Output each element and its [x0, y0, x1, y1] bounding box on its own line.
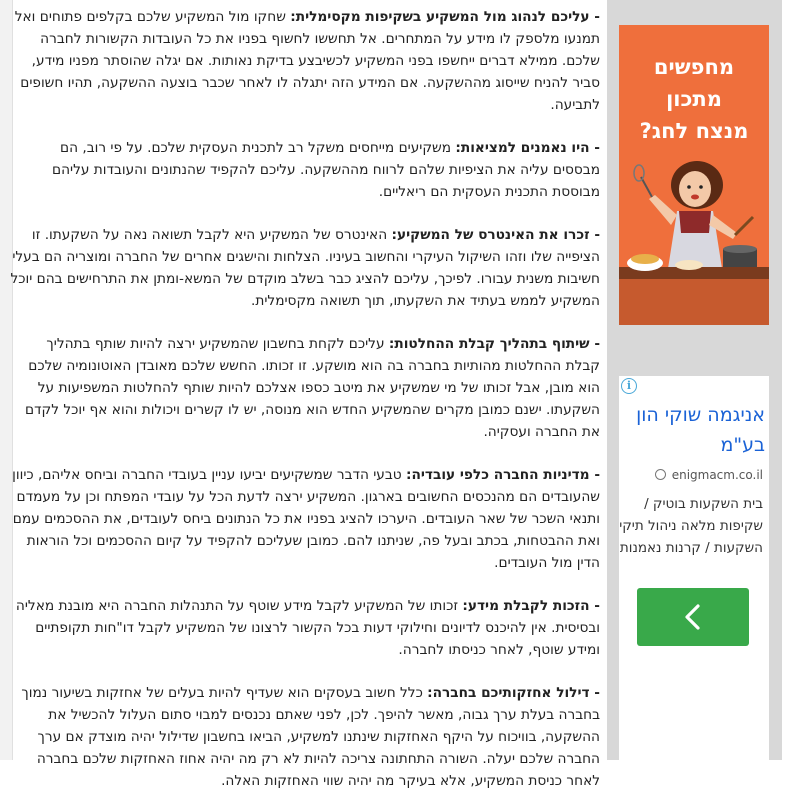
paragraph-text: שחקו מול המשקיע שלכם בקלפים פתוחים ואל תמנעו מלספק לו מידע על המתחרים. אל תחששו לחשוף בפניו את כל העובדות הקשורות לחברה שלכם. ממילא דברים ייחשפו בפני המשקיע לכשיבצע בדיקת נאותות. אם יגלה שהוסתר מפניו מידע, סביר להניח שייסוג מההשקעה. אם המידע הזה יתגלה לו לאחר שכבר בוצעה ההשקעה, תהיו חשופים לתביעה.: [14, 9, 600, 113]
paragraph-heading: - שיתוף בתהליך קבלת ההחלטות:: [388, 336, 600, 352]
paragraph-transparency: [10, 6, 600, 116]
banner-line: מתכון: [666, 87, 722, 111]
ad-domain[interactable]: [655, 468, 763, 482]
paragraph-text: האינטרס של המשקיע היא לקבל תשואה נאה על השקעתו. זו הציפייה שלו וזהו השיקול העיקרי והחשוב בעיניו. הצלחות והישגים אחרים של החברה ומוצריה הם בעלי חשיבות משנית עבורו. לפיכך, עליכם להציג כבר בשלב מוקדם של המשא-ומתן את התרחישים בהם יוכל המשקיע לממש בעתיד את השקעתו, תוך תשואה מקסימלית.: [10, 227, 600, 309]
ad-info-icon[interactable]: i: [621, 378, 637, 394]
paragraph-reality: [10, 137, 600, 203]
paragraph-employee-policy: [10, 464, 600, 574]
paragraph-text: משקיעים מייחסים משקל רב לתכנית העסקית שלכם. על פי רוב, הם מבססים עליה את הציפיות שלהם לרווח מההשקעה. עליכם להקפיד שהנתונים והעובדות עליהם מבוססת התכנית העסקית הם ריאליים.: [51, 140, 600, 200]
paragraph-heading: - הזכות לקבלת מידע:: [462, 598, 600, 614]
globe-icon: [655, 469, 666, 480]
paragraph-decision-making: [10, 333, 600, 443]
paragraph-heading: - עליכם לנהוג מול המשקיע בשקיפות מקסימלית:: [290, 9, 600, 25]
paragraph-information-right: [10, 595, 600, 661]
paragraph-heading: - מדיניות החברה כלפי עובדיה:: [406, 467, 600, 483]
recipe-banner-ad[interactable]: [619, 25, 769, 325]
paragraph-text: זכותו של המשקיע לקבל מידע שוטף על התנהלות החברה היא מובנת מאליה ובסיסית. אין להיכנס לדיונים וחילוקי דעות בכל הקשור לרצונו של המשקיע לקבל דו"חות תקופתיים ומידע שוטף, לאחר כניסתו לחברה.: [15, 598, 600, 658]
paragraph-investor-interest: [10, 224, 600, 312]
banner-headline: [619, 51, 769, 147]
paragraph-text: עליכם לקחת בחשבון שהמשקיע ירצה להיות שותף בתהליך קבלת ההחלטות מהותיות בחברה בה הוא מושקע. זו זכותו. החשש שלכם מאובדן האוטונומיה שלכם הוא מובן, אבל זכותו של מי שמשקיע את מיטב כספו אצלכם להיות שותף להחלטות המשפיעות על השקעתו. ישנם כמובן מקרים שהמשקיע החדש הוא מנוסה, יש לו קשרים ויכולות והוא אף יוכל לקדם את החברה ועסקיה.: [24, 336, 600, 440]
enigma-text-ad[interactable]: [619, 376, 769, 760]
paragraph-dilution: [10, 682, 600, 792]
paragraph-text: כלל חשוב בעסקים הוא שעדיף להיות בעלים של אחזקות בשיעור נמוך בחברה בעלת ערך גבוה, מאשר להיפך. לכן, לפני שאתם נכנסים למבוי סתום העלול להכשיל את ההשקעה, בוויכוח על היקף האחזקות שינתנו למשקיע, הביאו בחשבון שדילול יהיה מוצדק אם ערך החברה שלכם יעלה. השורה התחתונה צריכה להיות לא רק מה יהיה אחוז האחזקות שלכם בחברה לאחר כניסת המשקיע, אלא בעיקר מה יהיה שווי האחזקות האלה.: [21, 685, 600, 789]
ad-description: בית השקעות בוטיק / שקיפות מלאה ניהול תיקי השקעות / קרנות נאמנות: [619, 496, 763, 556]
chevron-left-icon: [681, 604, 705, 630]
ad-open-button[interactable]: [637, 588, 749, 646]
banner-line: מחפשים: [653, 55, 735, 79]
paragraph-heading: - דילול אחזקותיכם בחברה:: [427, 685, 600, 701]
article-body: [10, 6, 600, 792]
ad-title-link[interactable]: אניגמה שוקי הון בע"מ: [636, 404, 765, 456]
cook-illustration-icon: [619, 155, 769, 325]
right-margin: [782, 0, 792, 760]
ad-domain-text: enigmacm.co.il: [671, 468, 763, 482]
paragraph-text: טבעי הדבר שמשקיעים יביעו עניין בעובדי החברה וביחס אליהם, כיוון שהעובדים הם מהנכסים החשובים בארגון. המשקיע ירצה לדעת הכל על עובדי המפתח וכן על מעמדם ותנאי השכר של שאר העובדים. היערכו להציג בפניו את כל הנתונים ביחס לעובדים, את ההסכמים עמם ואת ההבטחות, בכתב ובעל פה, שניתנו להם. כמובן שעליכם להקפיד על קיום ההסכמים וכל הוראות הדין מול העובדים.: [12, 467, 600, 571]
paragraph-heading: - היו נאמנים למציאות:: [455, 140, 600, 156]
banner-line: מנצח לחג?: [639, 119, 749, 143]
paragraph-heading: - זכרו את האינטרס של המשקיע:: [391, 227, 600, 243]
